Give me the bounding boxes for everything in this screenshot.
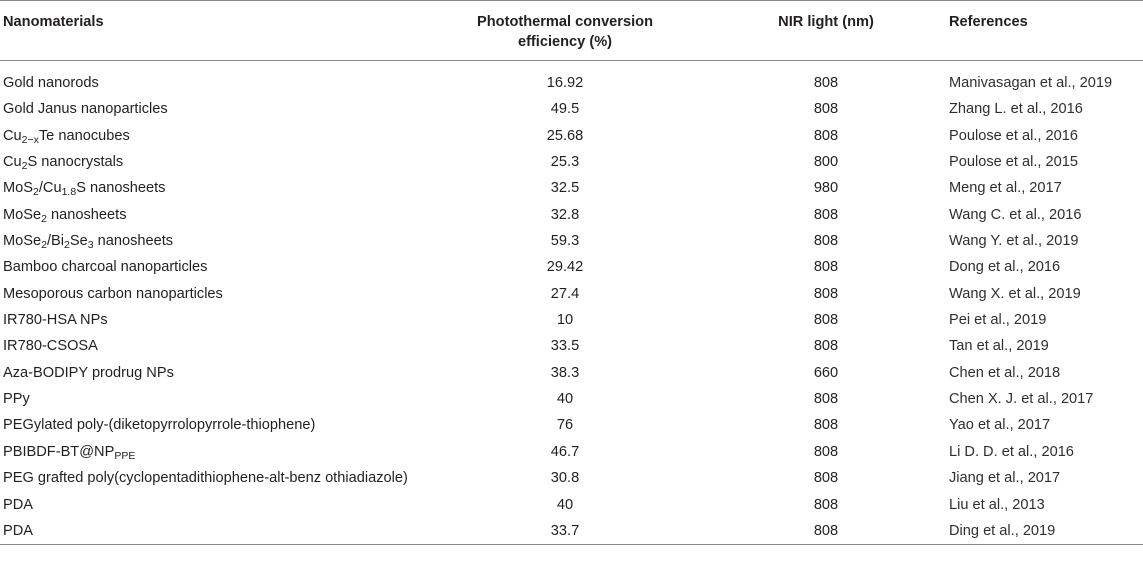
- table-row: [0, 96, 1143, 122]
- nir-cell: 808: [813, 206, 839, 223]
- material-cell: Gold nanorods: [3, 75, 99, 91]
- table-row: [0, 439, 1143, 465]
- reference-cell: Meng et al., 2017: [949, 180, 1062, 197]
- material-cell: PEGylated poly-(diketopyrrolopyrrole-thiophene): [3, 417, 316, 434]
- efficiency-cell: 25.68: [546, 127, 584, 144]
- efficiency-cell: 40: [556, 391, 574, 408]
- reference-cell: Yao et al., 2017: [949, 417, 1051, 434]
- nir-cell: 808: [813, 470, 839, 487]
- reference-cell: Chen X. J. et al., 2017: [949, 391, 1094, 408]
- material-cell: $Cu_{2-x}Te$ nanocubes: [3, 127, 130, 146]
- table-row: [0, 386, 1143, 412]
- efficiency-cell: 38.3: [550, 364, 580, 381]
- header-references: References: [937, 1, 1143, 61]
- material-cell: IR780-CSOSA: [3, 338, 98, 355]
- reference-cell: Liu et al., 2013: [949, 496, 1045, 513]
- table-row: [0, 333, 1143, 359]
- efficiency-cell: 32.8: [550, 206, 580, 223]
- material-cell: PEG grafted poly(cyclopentadithiophene-alt-benz othiadiazole): [3, 470, 408, 487]
- table-row: [0, 202, 1143, 228]
- reference-cell: Dong et al., 2016: [949, 259, 1061, 276]
- material-cell: $MoS_2/Cu_{1.8}S$ nanosheets: [3, 180, 166, 199]
- material-cell: MoSe$_2$ nanosheets: [3, 206, 127, 225]
- nir-cell: 800: [813, 154, 839, 171]
- table-row: [0, 175, 1143, 201]
- efficiency-cell: 59.3: [550, 233, 580, 250]
- reference-cell: Wang C. et al., 2016: [949, 206, 1082, 223]
- efficiency-cell: 25.3: [550, 154, 580, 171]
- material-cell: Mesoporous carbon nanoparticles: [3, 285, 223, 302]
- nir-cell: 808: [813, 417, 839, 434]
- nir-cell: 808: [813, 443, 839, 460]
- reference-cell: Manivasagan et al., 2019: [949, 75, 1113, 91]
- nir-cell: 808: [813, 312, 839, 329]
- nir-cell: 808: [813, 496, 839, 513]
- material-cell: Bamboo charcoal nanoparticles: [3, 259, 208, 276]
- nir-cell: 808: [813, 391, 839, 408]
- header-nanomaterials: Nanomaterials: [0, 1, 415, 61]
- efficiency-cell: 46.7: [550, 443, 580, 460]
- table-row: [0, 492, 1143, 518]
- nir-cell: 808: [813, 259, 839, 276]
- material-cell: PDA: [0, 518, 415, 545]
- efficiency-cell: 29.42: [546, 259, 584, 276]
- material-cell: $MoSe_2/Bi_2Se_3$ nanosheets: [3, 233, 174, 252]
- efficiency-cell: 27.4: [550, 285, 580, 302]
- nir-cell: 808: [813, 75, 839, 91]
- nir-cell: 808: [813, 233, 839, 250]
- table-row: [0, 228, 1143, 254]
- efficiency-cell: 76: [556, 417, 574, 434]
- efficiency-cell: 33.7: [415, 518, 715, 545]
- reference-cell: Zhang L. et al., 2016: [949, 101, 1083, 118]
- reference-cell: Poulose et al., 2016: [949, 127, 1079, 144]
- table-row: [0, 123, 1143, 149]
- nir-cell: 660: [813, 364, 839, 381]
- table-row: [0, 70, 1143, 96]
- table-row: [0, 412, 1143, 438]
- header-efficiency-line1: Photothermal conversion: [477, 14, 653, 30]
- efficiency-cell: 49.5: [550, 101, 580, 118]
- table-row: [0, 465, 1143, 491]
- material-cell: Aza-BODIPY prodrug NPs: [3, 364, 174, 381]
- efficiency-cell: 10: [556, 312, 574, 329]
- table-header: [0, 1, 1143, 61]
- header-efficiency-line2: efficiency (%): [517, 34, 613, 50]
- nir-cell: 808: [813, 285, 839, 302]
- header-row: [0, 1, 1143, 61]
- reference-cell: Chen et al., 2018: [949, 364, 1061, 381]
- efficiency-cell: 30.8: [550, 470, 580, 487]
- efficiency-cell: 33.5: [550, 338, 580, 355]
- table-row: [0, 518, 1143, 545]
- material-cell: Gold Janus nanoparticles: [3, 101, 168, 118]
- table-row: [0, 281, 1143, 307]
- reference-cell: Poulose et al., 2015: [949, 154, 1079, 171]
- material-cell: IR780-HSA NPs: [3, 312, 108, 329]
- reference-cell: Pei et al., 2019: [949, 312, 1047, 329]
- material-cell: $Cu_2S$ nanocrystals: [3, 154, 124, 173]
- table-row: [0, 254, 1143, 280]
- table-row: [0, 360, 1143, 386]
- header-efficiency: [415, 1, 715, 61]
- efficiency-cell: 40: [556, 496, 574, 513]
- nir-cell: 808: [813, 338, 839, 355]
- material-cell: PPy: [3, 391, 30, 408]
- table-body: [0, 61, 1143, 545]
- efficiency-cell: 16.92: [546, 75, 584, 91]
- nir-cell: 980: [813, 180, 839, 197]
- efficiency-cell: 32.5: [550, 180, 580, 197]
- reference-cell: Wang X. et al., 2019: [949, 285, 1081, 302]
- nir-cell: 808: [813, 101, 839, 118]
- header-nir-light: NIR light (nm): [715, 1, 937, 61]
- nir-cell: 808: [715, 518, 937, 545]
- nir-cell: 808: [813, 127, 839, 144]
- table-row: [0, 149, 1143, 175]
- material-cell: PDA: [3, 496, 34, 513]
- reference-cell: Tan et al., 2019: [949, 338, 1049, 355]
- material-cell: PBIBDF-$BT@NP_{PPE}$: [3, 443, 136, 462]
- table-row: [0, 307, 1143, 333]
- reference-cell: Ding et al., 2019: [937, 518, 1143, 545]
- reference-cell: Jiang et al., 2017: [949, 470, 1061, 487]
- reference-cell: Wang Y. et al., 2019: [949, 233, 1079, 250]
- reference-cell: Li D. D. et al., 2016: [949, 443, 1074, 460]
